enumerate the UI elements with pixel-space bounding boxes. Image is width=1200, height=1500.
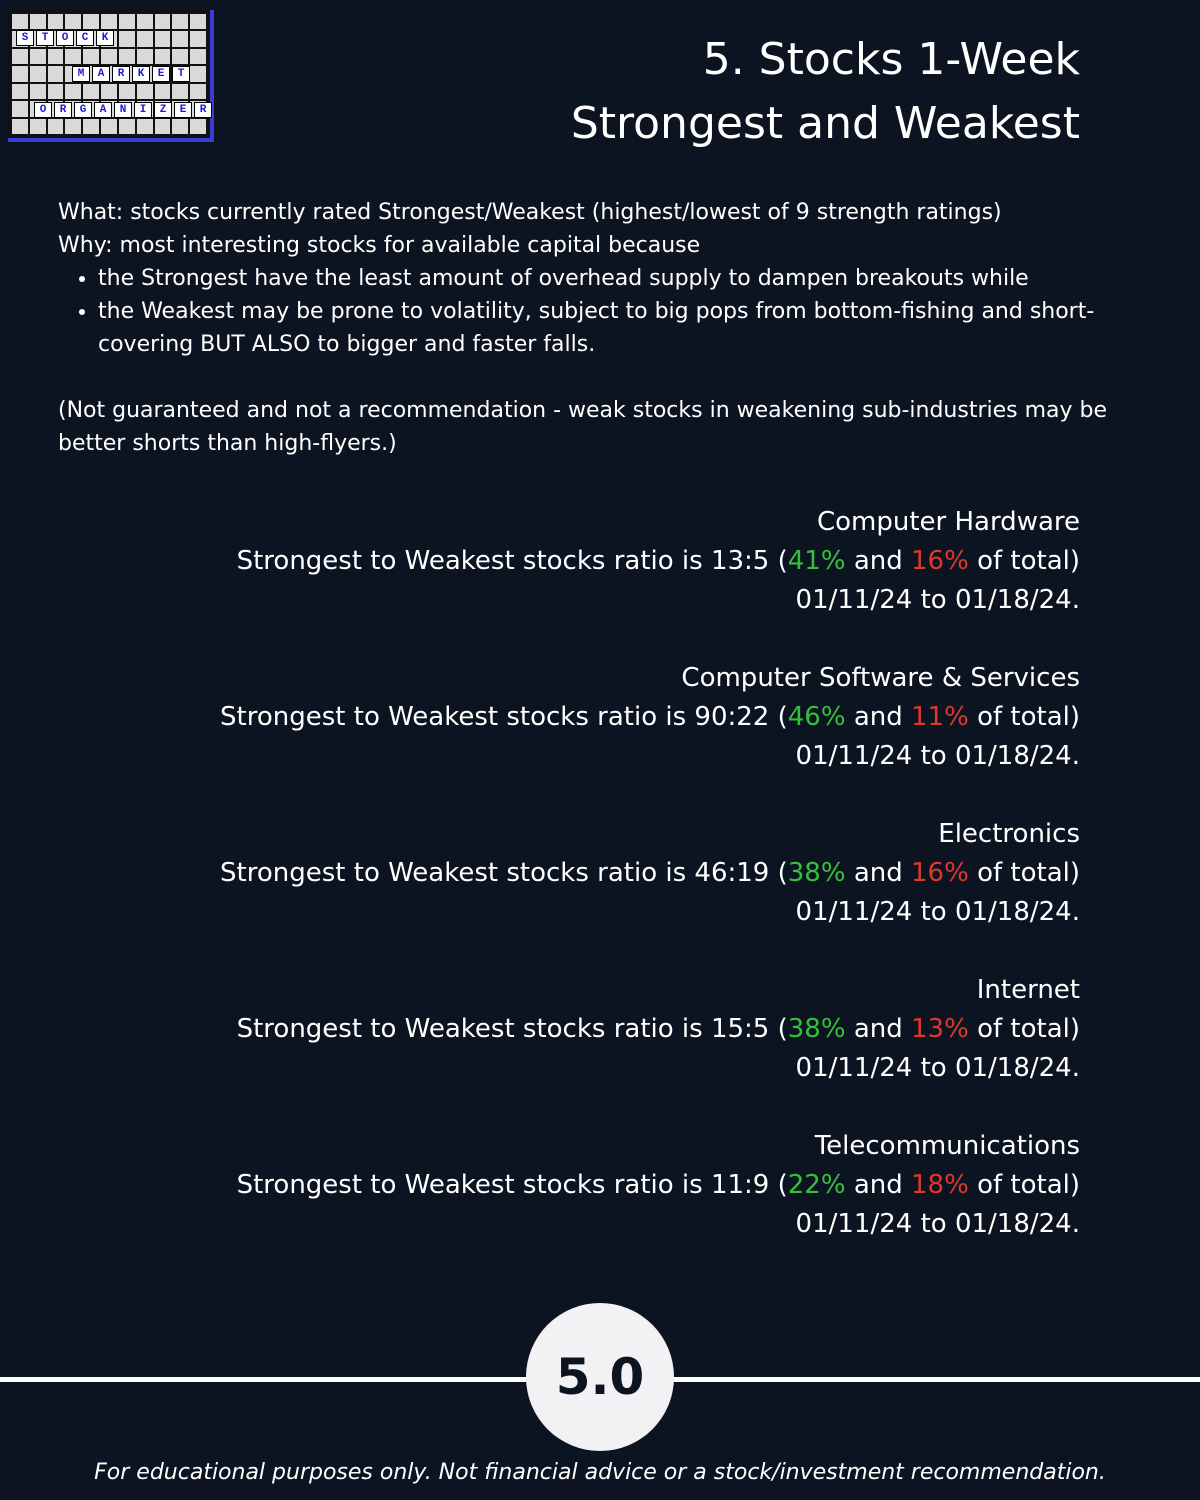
logo-letter: R [194,102,212,118]
intro-what: What: stocks currently rated Strongest/Weakest (highest/lowest of 9 strength ratings) [58,200,1002,225]
logo-grid-cell [48,66,64,81]
logo-letter: C [76,30,94,46]
strongest-percent: 38% [787,858,846,888]
logo-letter: R [54,102,72,118]
logo-grid-cell [48,49,64,64]
logo-grid-cell [30,84,46,99]
logo-grid-cell [172,14,188,29]
logo-letter: E [174,102,192,118]
sector-block [220,971,1080,1088]
logo-grid-cell [30,49,46,64]
of-total-text: of total) [968,1170,1080,1200]
logo-letter: Z [154,102,172,118]
sector-dates: 01/11/24 to 01/18/24. [795,741,1080,771]
logo-letter: N [114,102,132,118]
logo-grid-cell [65,49,81,64]
sector-ratio [220,1166,1080,1205]
logo-grid-cell [48,119,64,134]
logo-word-organizer [34,102,212,118]
of-total-text: of total) [968,702,1080,732]
logo-letter: G [74,102,92,118]
logo-letter: R [112,66,130,82]
logo-grid-cell [83,119,99,134]
logo-grid-cell [119,84,135,99]
sector-name: Telecommunications [814,1131,1080,1161]
and-text: and [845,858,912,888]
logo-letter: T [36,30,54,46]
logo-grid-cell [12,119,28,134]
weakest-percent: 16% [911,858,969,888]
logo-grid-cell [172,31,188,46]
of-total-text: of total) [968,858,1080,888]
weakest-percent: 16% [911,546,969,576]
logo-grid-cell [65,119,81,134]
logo-grid-cell [119,49,135,64]
logo-grid-cell [30,119,46,134]
of-total-text: of total) [968,1014,1080,1044]
logo-grid-cell [190,66,206,81]
logo-grid-cell [172,119,188,134]
and-text: and [845,702,912,732]
logo-letter: A [92,66,110,82]
ratio-text: Strongest to Weakest stocks ratio is 13:5 ( [236,546,788,576]
title-line-2: Strongest and Weakest [570,98,1080,149]
logo-grid-cell [155,31,171,46]
logo-grid-cell [12,84,28,99]
logo-word-stock [16,30,114,46]
footer-disclaimer: For educational purposes only. Not financial advice or a stock/investment recommendation. [94,1460,1106,1485]
logo-grid-cell [83,14,99,29]
logo-grid-cell [30,14,46,29]
logo-letter: K [132,66,150,82]
sector-dates: 01/11/24 to 01/18/24. [795,897,1080,927]
logo-letter: I [134,102,152,118]
logo-grid-cell [65,84,81,99]
sector-name: Electronics [938,819,1080,849]
intro-why: Why: most interesting stocks for available capital because [58,233,701,258]
logo-grid-cell [48,84,64,99]
logo-grid-cell [137,49,153,64]
weakest-percent: 11% [911,702,969,732]
section-number-badge: 5.0 [526,1303,674,1451]
bullet-strongest: • the Strongest have the least amount of overhead supply to dampen breakouts while [98,262,1158,295]
intro-bullets [58,262,1158,361]
intro-text [58,196,1158,460]
sector-block [220,1127,1080,1244]
logo-grid-cell [172,84,188,99]
sector-block [220,815,1080,932]
logo-grid-cell [119,14,135,29]
logo-grid-cell [155,14,171,29]
sector-name: Computer Hardware [816,507,1080,537]
stock-market-organizer-logo [8,10,214,142]
logo-letter: A [94,102,112,118]
sector-block [220,659,1080,776]
strongest-percent: 41% [787,546,846,576]
logo-grid-cell [101,119,117,134]
logo-grid-cell [83,84,99,99]
sector-name: Internet [976,975,1080,1005]
logo-grid-cell [12,101,28,116]
logo-grid-cell [190,31,206,46]
strongest-percent: 38% [787,1014,846,1044]
logo-grid-cell [137,14,153,29]
logo-grid-cell [119,119,135,134]
logo-letter: M [72,66,90,82]
strongest-percent: 22% [787,1170,846,1200]
sector-ratio [220,542,1080,581]
logo-grid-cell [190,119,206,134]
logo-grid-cell [65,14,81,29]
logo-grid-cell [190,84,206,99]
sector-dates: 01/11/24 to 01/18/24. [795,1053,1080,1083]
logo-grid-cell [155,84,171,99]
strongest-percent: 46% [787,702,846,732]
logo-letter: O [34,102,52,118]
logo-grid-cell [155,119,171,134]
sector-ratio [220,698,1080,737]
and-text: and [845,1170,912,1200]
ratio-text: Strongest to Weakest stocks ratio is 15:5 ( [236,1014,788,1044]
sector-ratio [220,854,1080,893]
ratio-text: Strongest to Weakest stocks ratio is 46:19 ( [220,858,788,888]
logo-grid-cell [190,14,206,29]
logo-grid-cell [119,31,135,46]
logo-word-market [72,66,190,82]
logo-letter: O [56,30,74,46]
logo-letter: S [16,30,34,46]
sector-dates: 01/11/24 to 01/18/24. [795,585,1080,615]
logo-grid-cell [190,49,206,64]
logo-grid-cell [12,14,28,29]
logo-grid-cell [30,66,46,81]
logo-grid-cell [137,119,153,134]
ratio-text: Strongest to Weakest stocks ratio is 11:9 ( [236,1170,788,1200]
and-text: and [845,1014,912,1044]
sector-list [220,503,1080,1283]
title-line-1: 5. Stocks 1-Week [702,34,1080,85]
page-title [571,28,1080,156]
sector-ratio [220,1010,1080,1049]
sector-dates: 01/11/24 to 01/18/24. [795,1209,1080,1239]
ratio-text: Strongest to Weakest stocks ratio is 90:22 ( [220,702,788,732]
logo-grid-cell [12,49,28,64]
logo-letter: T [172,66,190,82]
logo-grid-cell [12,66,28,81]
of-total-text: of total) [968,546,1080,576]
logo-grid-cell [155,49,171,64]
disclaimer-note: (Not guaranteed and not a recommendation - weak stocks in weakening sub-industries may be better shorts than high-flyers.) [58,398,1108,456]
logo-grid-cell [137,84,153,99]
logo-grid-cell [101,49,117,64]
sector-name: Computer Software & Services [681,663,1080,693]
logo-letter: K [96,30,114,46]
logo-grid-cell [48,14,64,29]
logo-grid-cell [172,49,188,64]
sector-block [220,503,1080,620]
weakest-percent: 13% [911,1014,969,1044]
logo-grid-cell [83,49,99,64]
bullet-weakest: • the Weakest may be prone to volatility, subject to big pops from bottom-fishing and short-covering BUT ALSO to bigger and faster falls. [98,295,1158,361]
logo-grid-cell [137,31,153,46]
logo-grid-cell [101,84,117,99]
logo-grid-cell [101,14,117,29]
weakest-percent: 18% [911,1170,969,1200]
and-text: and [845,546,912,576]
logo-letter: E [152,66,170,82]
